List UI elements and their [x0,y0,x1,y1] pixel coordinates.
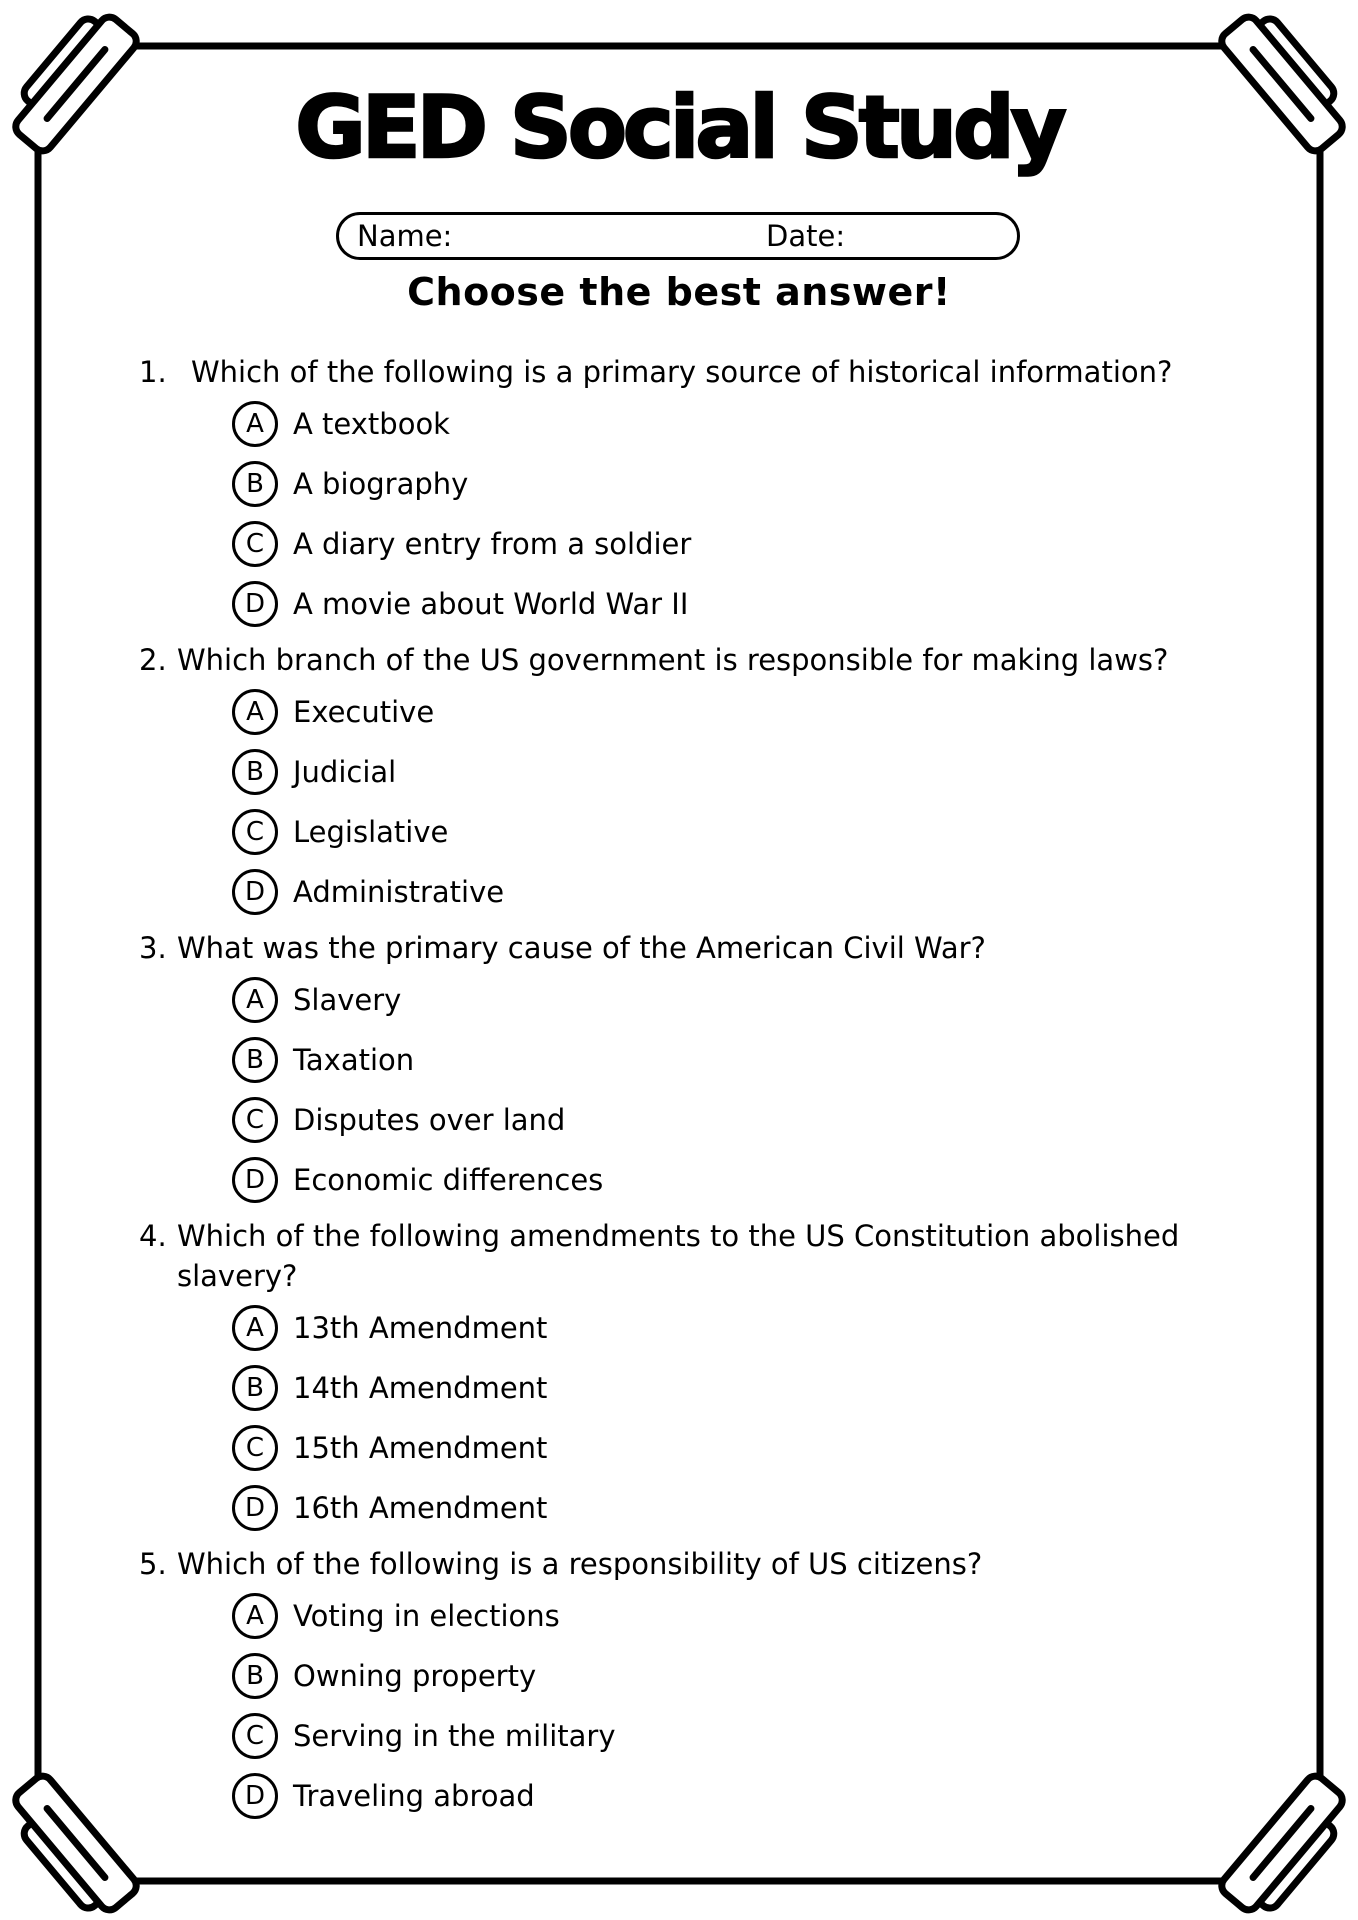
answer-label: A movie about World War II [293,587,689,621]
date-input[interactable] [844,218,1004,254]
answer-bubble[interactable]: A [232,689,278,735]
answer-bubble[interactable]: C [232,1097,278,1143]
question-line [139,640,1279,680]
answer-label: Legislative [293,815,449,849]
answer-option [232,1706,1279,1766]
question-line [139,352,1279,392]
answer-label: Serving in the military [293,1719,616,1753]
answer-label: A biography [293,467,469,501]
answer-option [232,1586,1279,1646]
answer-bubble[interactable]: D [232,1773,278,1819]
answer-bubble[interactable]: D [232,869,278,915]
answer-label: 16th Amendment [293,1491,548,1525]
name-label: Name: [357,219,453,253]
page-title: GED Social Study [295,78,1063,178]
answer-bubble[interactable]: C [232,521,278,567]
question-number: 2. [139,643,167,677]
name-date-box [336,212,1020,260]
question-line [139,1216,1279,1296]
question-text: What was the primary cause of the American Civil War? [177,931,986,965]
answer-option [232,574,1279,634]
answer-bubble[interactable]: C [232,809,278,855]
answer-option [232,1358,1279,1418]
answer-bubble[interactable]: B [232,1037,278,1083]
answer-label: 13th Amendment [293,1311,548,1345]
question-block [139,1216,1279,1538]
answer-option [232,514,1279,574]
answer-label: Owning property [293,1659,537,1693]
answer-label: Judicial [293,755,397,789]
answer-bubble[interactable]: C [232,1713,278,1759]
answer-bubble[interactable]: A [232,1305,278,1351]
answer-label: Voting in elections [293,1599,560,1633]
answer-bubble[interactable]: B [232,461,278,507]
answer-bubble[interactable]: B [232,749,278,795]
question-text: Which branch of the US government is responsible for making laws? [177,643,1169,677]
answer-label: 14th Amendment [293,1371,548,1405]
answer-option [232,1090,1279,1150]
answer-option [232,1478,1279,1538]
answer-label: Executive [293,695,435,729]
answer-label: A diary entry from a soldier [293,527,692,561]
answer-label: Economic differences [293,1163,604,1197]
question-block [139,1544,1279,1826]
answer-label: 15th Amendment [293,1431,548,1465]
answer-option [232,1646,1279,1706]
question-number: 4. [139,1219,167,1253]
date-label: Date: [766,219,846,253]
corner-tape-icon [0,1772,140,1920]
question-number: 1. [139,355,167,389]
question-list [139,352,1279,1832]
question-number: 5. [139,1547,167,1581]
question-line [139,928,1279,968]
answer-bubble[interactable]: B [232,1365,278,1411]
answer-bubble[interactable]: B [232,1653,278,1699]
answer-option [232,454,1279,514]
question-block [139,928,1279,1210]
answer-bubble[interactable]: D [232,581,278,627]
answer-option [232,862,1279,922]
answer-bubble[interactable]: A [232,977,278,1023]
question-block [139,352,1279,634]
question-number: 3. [139,931,167,965]
answer-option [232,1418,1279,1478]
answer-label: Traveling abroad [293,1779,535,1813]
answer-bubble[interactable]: D [232,1485,278,1531]
answer-bubble[interactable]: C [232,1425,278,1471]
answer-option [232,1298,1279,1358]
answer-label: Taxation [293,1043,415,1077]
question-text: Which of the following is a responsibility of US citizens? [177,1547,983,1581]
question-text: Which of the following is a primary source of historical information? [191,355,1173,389]
answer-option [232,682,1279,742]
answer-bubble[interactable]: D [232,1157,278,1203]
question-block [139,640,1279,922]
answer-label: A textbook [293,407,450,441]
answer-option [232,1150,1279,1210]
answer-label: Administrative [293,875,505,909]
answer-label: Slavery [293,983,402,1017]
question-line [139,1544,1279,1584]
answer-bubble[interactable]: A [232,1593,278,1639]
name-input[interactable] [454,218,754,254]
answer-option [232,742,1279,802]
answer-bubble[interactable]: A [232,401,278,447]
question-text: Which of the following amendments to the US Constitution abolished slavery? [177,1219,1180,1293]
answer-option [232,1766,1279,1826]
instructions: Choose the best answer! [407,270,951,314]
answer-option [232,802,1279,862]
answer-option [232,970,1279,1030]
answer-option [232,394,1279,454]
answer-option [232,1030,1279,1090]
answer-label: Disputes over land [293,1103,566,1137]
